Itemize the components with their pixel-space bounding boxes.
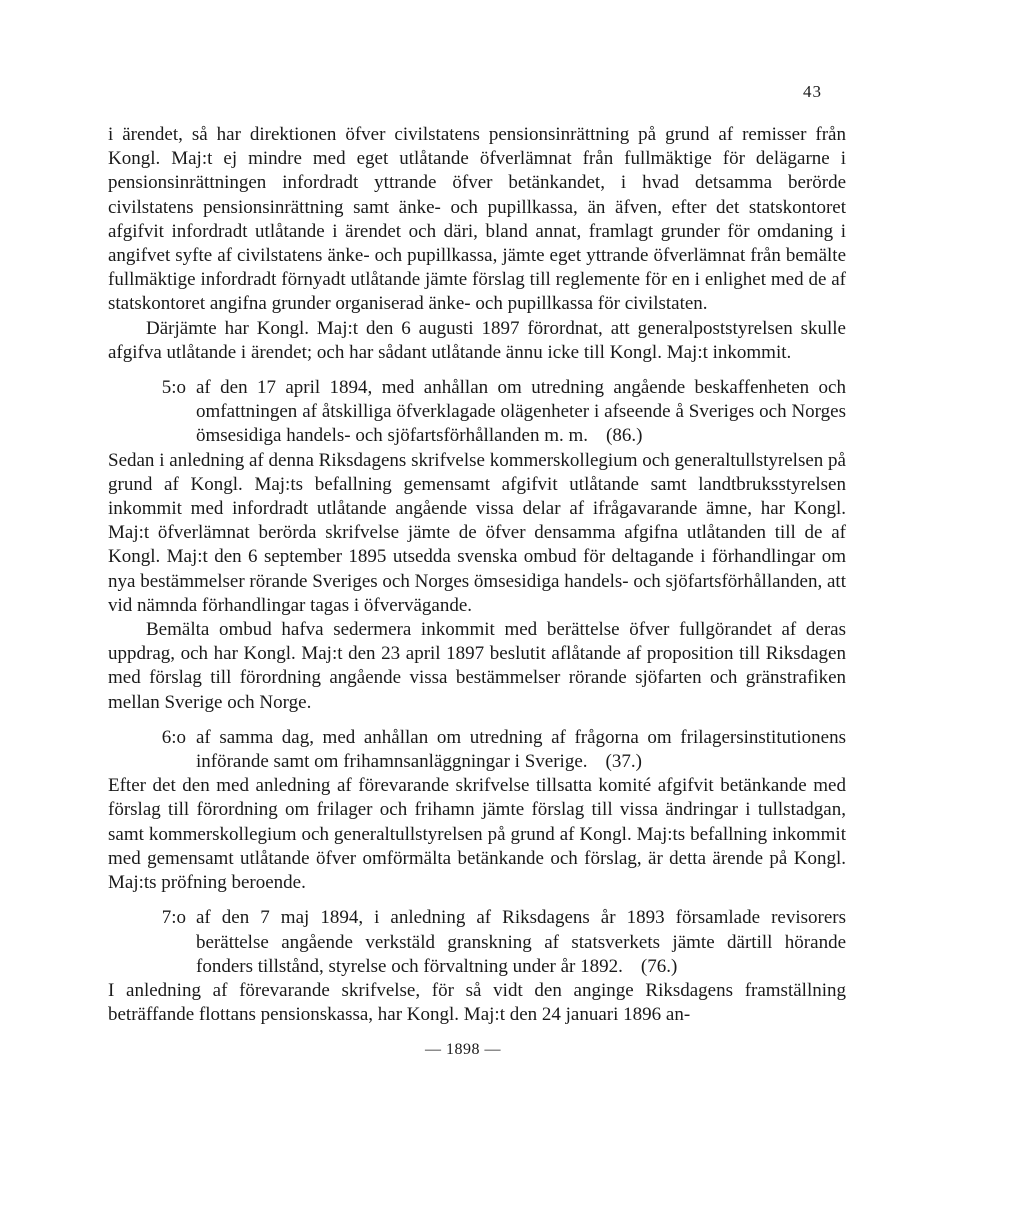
paragraph-item7-response: I anledning af förevarande skrifvelse, för så vidt den anginge Riksdagens framställning beträffande flottans pensionskassa, har Kongl. Maj:t den 24 januari 1896 an-: [108, 979, 846, 1026]
item-reference: (76.): [640, 955, 678, 977]
list-item-7: [108, 906, 846, 979]
paragraph-item5-followup: Bemälta ombud hafva sedermera inkommit med berättelse öfver fullgörandet af deras uppdrag, och har Kongl. Maj:t den 23 april 1897 beslutit aflåtande af proposition till Riksdagen med förslag till förordning angående vissa bestämmelser rörande sjöfarten och gränstrafiken mellan Sverige och Norge.: [108, 619, 846, 713]
item-text: [196, 906, 846, 979]
item-number: 7:o: [161, 907, 186, 929]
item-number: 5:o: [161, 377, 186, 399]
item-description: af samma dag, med anhållan om utredning af frågorna om frilagersinstitutionens införande samt om frihamnsanläggningar i Sverige.: [196, 726, 846, 773]
list-item-5: [108, 376, 846, 449]
page-number: 43: [803, 82, 822, 101]
item-description: af den 7 maj 1894, i anledning af Riksdagens år 1893 församlade revisorers berättelse angående verkstäld granskning af statsverkets jämte därtill hörande fonders tillstånd, styrelse och förvaltning under år 1892.: [196, 907, 846, 977]
item-text: [196, 376, 846, 449]
item-description: af den 17 april 1894, med anhållan om utredning angående beskaffenheten och omfattningen af åtskilliga öfverklagade olägenheter i afseende å Sveriges och Norges ömsesidiga handels- och sjöfartsförhållanden m. m.: [196, 377, 846, 447]
item-number: 6:o: [161, 726, 186, 748]
item-text: [196, 726, 846, 774]
paragraph-intro: i ärendet, så har direktionen öfver civilstatens pensionsinrättning på grund af remisser från Kongl. Maj:t ej mindre med eget utlåtande öfverlämnat från fullmäktige för delägarne i pensionsinrättningen infordradt yttrande öfver betänkandet, i hvad detsamma berörde civilstatens pensionsinrättning samt änke- och pupillkassa, än äfven, efter det statskontoret afgifvit infordradt utlåtande i ärendet och däri, bland annat, framlagt grunder för omdaning i angifvet syfte af civilstatens änke- och pupillkassa, jämte eget yttrande öfverlämnat från bemälte fullmäktige infordradt förnyadt utlåtande jämte förslag till reglemente för en i enlighet med de af statskontoret angifna grunder organiserad änke- och pupillkassa för civilstaten.: [108, 124, 846, 315]
paragraph-item6-response: Efter det den med anledning af förevarande skrifvelse tillsatta komité afgifvit betänkande med förslag till förordning om frilager och frihamn jämte förslag till vissa ändringar i tullstadgan, samt kommerskollegium och generaltullstyrelsen på grund af Kongl. Maj:ts befallning inkommit med gemensamt utlåtande öfver omförmälta betänkande och förslag, är detta ärende på Kongl. Maj:ts pröfning beroende.: [108, 775, 846, 894]
paragraph-item5-response: Sedan i anledning af denna Riksdagens skrifvelse kommerskollegium och generaltullstyrelsen på grund af Kongl. Maj:ts befallning gemensamt afgifvit utlåtande samt landtbruksstyrelsen inkommit med infordradt utlåtande angående vissa delar af ifrågavarande ämne, har Kongl. Maj:t öfverlämnat berörda skrifvelse jämte de öfver densamma afgifna utlåtanden till de af Kongl. Maj:t den 6 september 1895 utsedda svenska ombud för deltagande i förhandlingar om nya bestämmelser rörande Sveriges och Norges ömsesidiga handels- och sjöfartsförhållanden, att vid nämnda förhandlingar tagas i öfvervägande.: [108, 449, 846, 616]
item-reference: (37.): [605, 751, 642, 773]
item-reference: (86.): [606, 425, 643, 447]
page-body: [108, 78, 846, 1063]
paragraph-generalpoststyrelsen: Därjämte har Kongl. Maj:t den 6 augusti 1897 förordnat, att generalpoststyrelsen skulle afgifva utlåtande i ärendet; och har sådant utlåtande ännu icke till Kongl. Maj:t inkommit.: [108, 317, 846, 363]
page-footer: — 1898 —: [425, 1041, 501, 1059]
list-item-6: [108, 726, 846, 774]
